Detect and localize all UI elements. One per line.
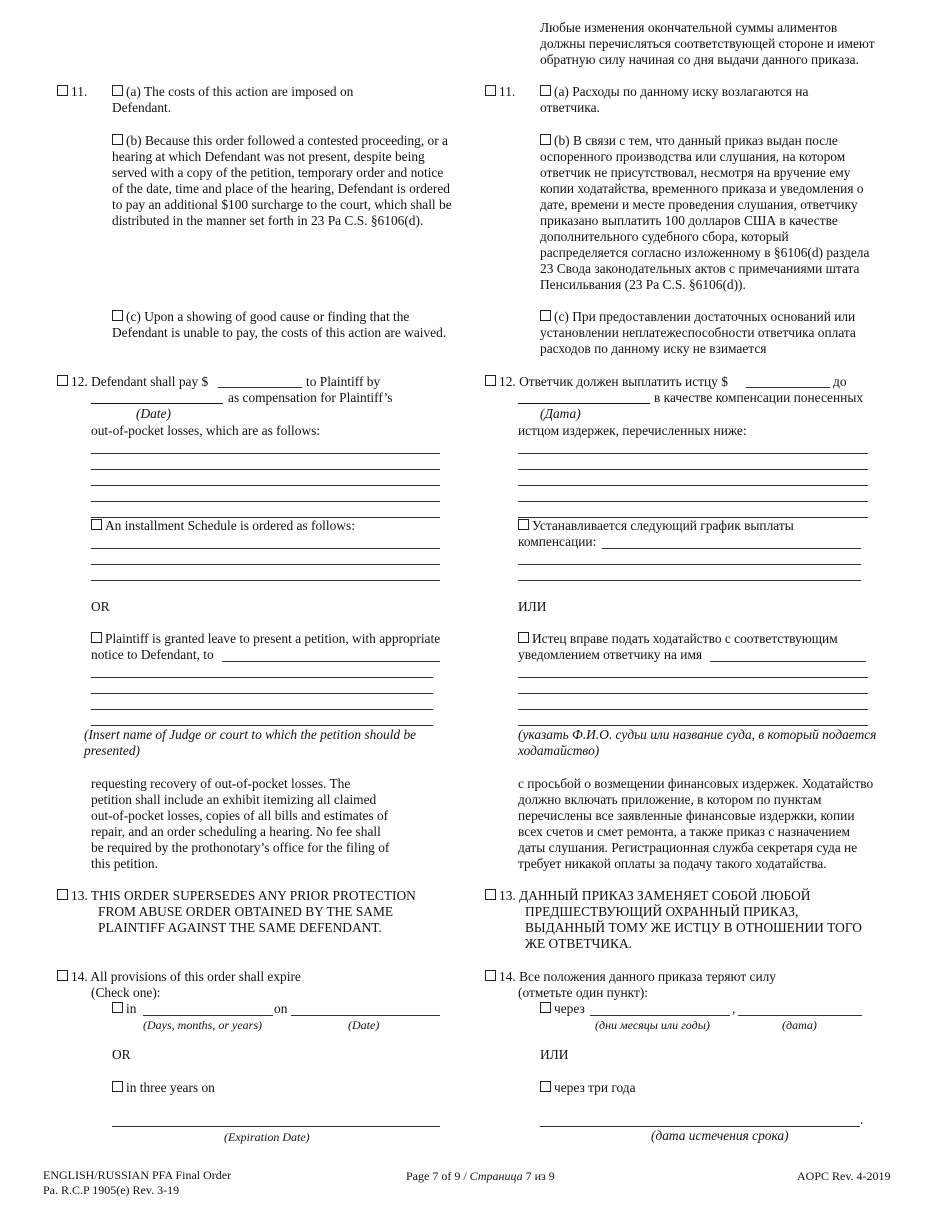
text-line: компенсации: (518, 534, 597, 549)
petition-name-blank[interactable] (710, 661, 866, 662)
losses-line[interactable] (91, 469, 440, 470)
checkbox[interactable] (518, 632, 529, 643)
petition-line[interactable] (91, 709, 433, 710)
expire-in-en (112, 1001, 136, 1017)
checkbox[interactable] (485, 970, 496, 981)
request-ru (518, 776, 873, 872)
text-line: дате, времени и месте проведения слушания, ответчику (540, 197, 858, 212)
checkbox[interactable] (112, 1081, 123, 1092)
text-line: hearing at which Defendant was not present, despite being (112, 149, 425, 164)
amount-blank[interactable] (218, 387, 302, 388)
text-line: to Plaintiff by (306, 374, 381, 389)
text-line: PLAINTIFF AGAINST THE SAME DEFENDANT. (98, 920, 382, 935)
checkbox[interactable] (540, 310, 551, 321)
text-line: даты слушания. Регистрационная служба секретаря суда не (518, 840, 858, 855)
checkbox[interactable] (485, 889, 496, 900)
item-number: 11. (71, 84, 88, 99)
petition-line[interactable] (518, 693, 868, 694)
text-line: in (126, 1001, 137, 1016)
footer-left (43, 1168, 231, 1198)
installment-ru (518, 518, 794, 550)
petition-line[interactable] (518, 677, 868, 678)
text-line: Defendant is unable to pay, the costs of this action are waived. (112, 325, 447, 340)
or-label: OR (91, 599, 110, 614)
text-line: notice to Defendant, to (91, 647, 214, 662)
item-number: 11. (499, 84, 516, 99)
text-line: до (833, 374, 847, 389)
section-14-ru-line1 (485, 969, 776, 985)
text-line: (отметьте один пункт): (518, 985, 649, 1000)
insert-caption-ru (518, 727, 876, 759)
installment-line[interactable] (518, 580, 861, 581)
section-13-ru (485, 888, 862, 952)
text-line: (b) Because this order followed a contested proceeding, or a (126, 133, 448, 148)
text-line: приказано выплатить 100 долларов США в качестве (540, 213, 838, 228)
checkbox[interactable] (91, 519, 102, 530)
request-en (91, 776, 389, 872)
text-line: ходатайство) (518, 743, 600, 758)
date-blank[interactable] (518, 403, 650, 404)
text-line: Plaintiff is granted leave to present a petition, with appropriate (105, 631, 441, 646)
text-line: Defendant. (112, 100, 172, 115)
text-line: Истец вправе подать ходатайство с соответствующим (532, 631, 838, 646)
text-line: 14. All provisions of this order shall expire (71, 969, 301, 984)
text-line: копии ходатайства, временного приказа и уведомления о (540, 181, 864, 196)
text-line: ответчика. (540, 100, 600, 115)
checkbox[interactable] (112, 134, 123, 145)
text-line: 23 Свода законодательных актов с примечаниями штата (540, 261, 860, 276)
duration-blank[interactable] (590, 1015, 730, 1016)
footer-revision: AOPC Rev. 4-2019 (797, 1169, 891, 1183)
duration-blank[interactable] (143, 1015, 273, 1016)
text-line: on (274, 1001, 288, 1016)
text-line: перечислены все заявленные финансовые издержки, копии (518, 808, 855, 823)
text-line: (Check one): (91, 985, 161, 1000)
leave-ru (518, 631, 838, 663)
section-11-ru-number (485, 84, 515, 100)
section-12-ru-line1 (485, 374, 728, 390)
three-years-en (112, 1080, 215, 1096)
petition-line[interactable] (518, 725, 868, 726)
text-line: с просьбой о возмещении финансовых издержек. Ходатайство (518, 776, 874, 791)
section-11c-ru (540, 309, 920, 357)
section-11b-en (112, 133, 482, 229)
checkbox[interactable] (112, 1002, 123, 1013)
page-en: Page 7 of 9 / (406, 1169, 467, 1183)
checkbox[interactable] (57, 889, 68, 900)
installment-line[interactable] (91, 548, 440, 549)
page-number (406, 1168, 555, 1184)
text-line: served with a copy of the petition, temporary order and notice (112, 165, 444, 180)
text-line: in three years on (126, 1080, 215, 1095)
duration-caption: (Days, months, or years) (143, 1018, 262, 1032)
checkbox[interactable] (540, 134, 551, 145)
petition-name-blank[interactable] (222, 661, 440, 662)
checkbox[interactable] (91, 632, 102, 643)
expiration-date-blank[interactable] (540, 1126, 860, 1127)
text-line: истцом издержек, перечисленных ниже: (518, 423, 747, 438)
checkbox[interactable] (57, 375, 68, 386)
losses-line[interactable] (518, 469, 868, 470)
text-line: (указать Ф.И.О. судьи или название суда, в который подается (518, 727, 877, 742)
text-line: 13. ДАННЫЙ ПРИКАЗ ЗАМЕНЯЕТ СОБОЙ ЛЮБОЙ (499, 888, 811, 903)
checkbox[interactable] (112, 85, 123, 96)
expire-in-ru (540, 1001, 585, 1017)
text-line: ответчик не присутствовал, несмотря на вручение ему (540, 165, 851, 180)
checkbox[interactable] (57, 970, 68, 981)
installment-line[interactable] (91, 564, 440, 565)
text-line: обратную силу начиная со дня выдачи данного приказа. (540, 52, 859, 67)
text-line: Пенсильвания (23 Pa C.S. §6106(d)). (540, 277, 746, 292)
text-line: через (554, 1001, 585, 1016)
installment-en (91, 518, 355, 534)
section-12-en-line1 (57, 374, 208, 390)
section-14-en-line1 (57, 969, 301, 985)
installment-line[interactable] (91, 580, 440, 581)
petition-line[interactable] (91, 725, 433, 726)
leave-en (91, 631, 440, 663)
date-blank[interactable] (291, 1015, 440, 1016)
text-line: оспоренного производства или слушания, на котором (540, 149, 846, 164)
section-11c-en (112, 309, 482, 341)
text-line: (a) Расходы по данному иску возлагаются на (554, 84, 809, 99)
text-line: (Insert name of Judge or court to which the petition should be (84, 727, 417, 742)
text-line: petition shall include an exhibit itemizing all claimed (91, 792, 377, 807)
losses-line[interactable] (91, 485, 440, 486)
or-label: OR (112, 1047, 131, 1062)
text-line: уведомлением ответчику на имя (518, 647, 703, 662)
losses-line[interactable] (91, 501, 440, 502)
text-line: 12. Ответчик должен выплатить истцу $ (499, 374, 728, 389)
three-years-ru (540, 1080, 636, 1096)
text-line: 14. Все положения данного приказа теряют силу (499, 969, 777, 984)
text-line: распределяется согласно изложенному в §6106(d) раздела (540, 245, 870, 260)
text-line: дополнительного судебного сбора, который (540, 229, 789, 244)
text-line: out-of-pocket losses, which are as follows: (91, 423, 321, 438)
section-11a-ru (540, 84, 920, 116)
checkbox[interactable] (485, 375, 496, 386)
text-line: as compensation for Plaintiff’s (228, 390, 393, 405)
text-line: расходов по данному иску не взимается (540, 341, 767, 356)
section-11b-ru (540, 133, 920, 293)
text-line: установлении неплатежеспособности ответчика оплата (540, 325, 856, 340)
date-blank[interactable] (738, 1015, 862, 1016)
checkbox[interactable] (540, 85, 551, 96)
losses-line[interactable] (518, 485, 868, 486)
section-11-en-number (57, 84, 87, 100)
form-rule: Pa. R.C.P 1905(e) Rev. 3-19 (43, 1183, 180, 1197)
text-line: this petition. (91, 856, 158, 871)
text-line: должно включать приложение, в котором по пунктам (518, 792, 822, 807)
installment-line[interactable] (518, 564, 861, 565)
text-line: to pay an additional $100 surcharge to the court, which shall be (112, 197, 452, 212)
petition-line[interactable] (91, 677, 433, 678)
page-ru-word: Страница (469, 1169, 523, 1183)
losses-line[interactable] (518, 501, 868, 502)
checkbox[interactable] (57, 85, 68, 96)
amount-blank[interactable] (746, 387, 830, 388)
checkbox[interactable] (540, 1081, 551, 1092)
text-line: всех счетов и смет ремонта, а также приказ с назначением (518, 824, 850, 839)
text-line: requesting recovery of out-of-pocket losses. The (91, 776, 351, 791)
section-11a-en (112, 84, 472, 116)
losses-line[interactable] (518, 453, 868, 454)
or-label: ИЛИ (518, 599, 547, 614)
text-line: через три года (554, 1080, 636, 1095)
text-line: presented) (84, 743, 141, 758)
text-line: FROM ABUSE ORDER OBTAINED BY THE SAME (98, 904, 394, 919)
duration-caption: (дни месяцы или годы) (595, 1018, 710, 1032)
checkbox[interactable] (540, 1002, 551, 1013)
or-label: ИЛИ (540, 1047, 569, 1062)
text-line: out-of-pocket losses, copies of all bills and estimates of (91, 808, 389, 823)
text-line: (c) При предоставлении достаточных оснований или (554, 309, 856, 324)
section-13-en (57, 888, 416, 936)
text-line: ПРЕДШЕСТВУЮЩИЙ ОХРАННЫЙ ПРИКАЗ, (525, 904, 799, 919)
text-line: be required by the prothonotary’s office for the filing of (91, 840, 390, 855)
text-line: ВЫДАННЫЙ ТОМУ ЖЕ ИСТЦУ В ОТНОШЕНИИ ТОГО (525, 920, 862, 935)
date-caption: (Date) (136, 406, 171, 421)
installment-line[interactable] (602, 548, 861, 549)
text-line: требует никакой оплаты за подачу такого ходатайства. (518, 856, 827, 871)
text-line: 13. THIS ORDER SUPERSEDES ANY PRIOR PROTECTION (71, 888, 416, 903)
text-line: ЖЕ ОТВЕТЧИКА. (525, 936, 632, 951)
text-line: (a) The costs of this action are imposed on (126, 84, 354, 99)
text-line: distributed in the manner set forth in 23 Pa C.S. §6106(d). (112, 213, 424, 228)
date-caption: (Дата) (540, 406, 581, 421)
petition-line[interactable] (518, 709, 868, 710)
expiration-caption: (дата истечения срока) (651, 1128, 789, 1143)
expiration-date-blank[interactable] (112, 1126, 440, 1127)
checkbox[interactable] (485, 85, 496, 96)
checkbox[interactable] (518, 519, 529, 530)
text-line: Любые изменения окончательной суммы алиментов (540, 20, 838, 35)
petition-line[interactable] (91, 693, 433, 694)
insert-caption-en (84, 727, 416, 759)
text-line: An installment Schedule is ordered as follows: (105, 518, 355, 533)
date-blank[interactable] (91, 403, 223, 404)
text-line: repair, and an order scheduling a hearing. No fee shall (91, 824, 381, 839)
text-line: (b) В связи с тем, что данный приказ выдан после (554, 133, 838, 148)
top-ru-paragraph (540, 20, 920, 68)
text-line: . (860, 1112, 864, 1127)
checkbox[interactable] (112, 310, 123, 321)
expiration-caption: (Expiration Date) (224, 1130, 310, 1144)
page-ru-count: 7 из 9 (525, 1169, 555, 1183)
text-line: в качестве компенсации понесенных (654, 390, 864, 405)
date-caption: (дата) (782, 1018, 817, 1032)
text-line: (c) Upon a showing of good cause or finding that the (126, 309, 410, 324)
text-line: of the date, time and place of the hearing, Defendant is ordered (112, 181, 450, 196)
text-line: , (732, 1001, 736, 1016)
losses-line[interactable] (91, 453, 440, 454)
date-caption: (Date) (348, 1018, 380, 1032)
text-line: 12. Defendant shall pay $ (71, 374, 209, 389)
text-line: Устанавливается следующий график выплаты (532, 518, 794, 533)
text-line: должны перечисляться соответствующей стороне и имеют (540, 36, 875, 51)
form-title: ENGLISH/RUSSIAN PFA Final Order (43, 1168, 232, 1182)
